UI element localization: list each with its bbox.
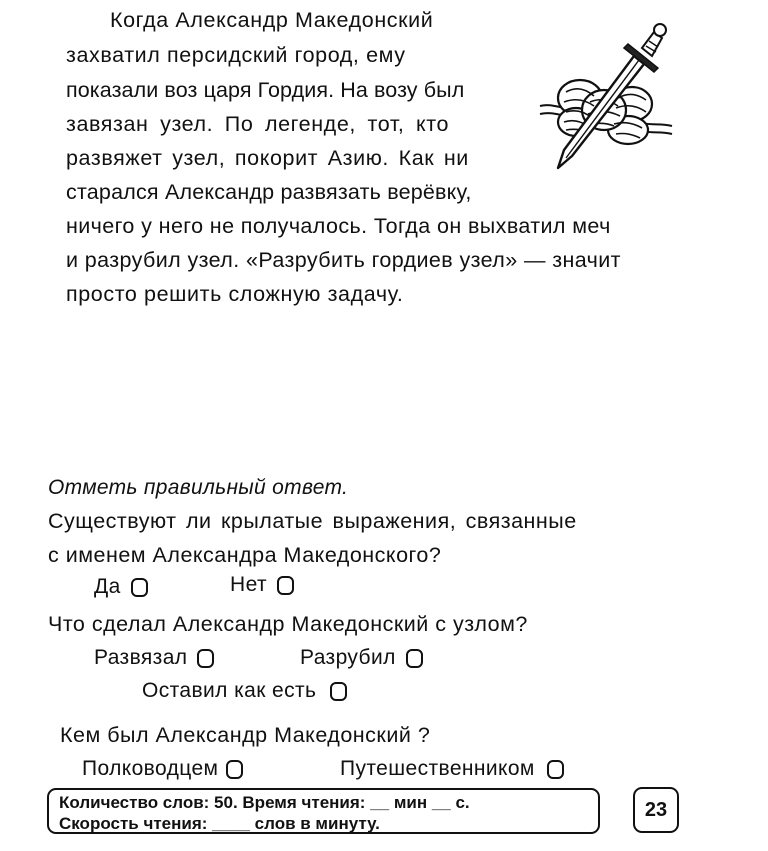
story-line: захватил персидский город, ему [66, 43, 406, 67]
instruction-text: Отметь правильный ответ. [48, 476, 349, 499]
option-untied[interactable] [94, 646, 214, 670]
option-cut[interactable] [300, 646, 423, 670]
option-left-as-is[interactable] [142, 679, 347, 703]
question-2-line-1: Что сделал Александр Македонский с узлом? [48, 612, 528, 636]
reading-speed-line: Скорость чтения: ____ слов в минуту. [59, 814, 380, 833]
option-commander[interactable] [82, 757, 243, 781]
story-line: старался Александр развязать верёвку, [66, 180, 472, 204]
answer-checkbox[interactable] [226, 760, 243, 779]
answer-checkbox[interactable] [197, 649, 214, 668]
option-label: Полководцем [82, 757, 219, 780]
question-1-line-1: Существуют ли крылатые выражения, связанные [48, 509, 577, 533]
option-label: Оставил как есть [142, 679, 317, 702]
answer-checkbox[interactable] [547, 760, 564, 779]
story-line: Когда Александр Македонский [110, 8, 434, 32]
answer-checkbox[interactable] [406, 649, 423, 668]
story-line: показали воз царя Гордия. На возу был [66, 78, 465, 102]
story-line: просто решить сложную задачу. [66, 282, 404, 306]
option-label: Да [94, 575, 121, 598]
question-3-line-1: Кем был Александр Македонский ? [60, 723, 431, 747]
story-line: развяжет узел, покорит Азию. Как ни [66, 146, 469, 170]
page-number: 23 [633, 787, 679, 833]
reading-stats-box [47, 788, 600, 834]
option-traveler[interactable] [340, 757, 564, 781]
question-1-line-2: с именем Александра Македонского? [48, 543, 442, 567]
option-label: Развязал [94, 646, 188, 669]
sword-through-knot-icon [536, 18, 676, 178]
answer-checkbox[interactable] [277, 576, 294, 595]
option-label: Путешественником [340, 757, 535, 780]
story-line: ничего у него не получалось. Тогда он выхватил меч [66, 214, 611, 238]
option-label: Разрубил [300, 646, 396, 669]
option-no[interactable] [230, 573, 294, 597]
story-line: и разрубил узел. «Разрубить гордиев узел» — значит [66, 248, 621, 272]
option-label: Нет [230, 573, 267, 596]
option-yes[interactable] [94, 575, 148, 599]
story-line: завязан узел. По легенде, тот, кто [66, 112, 450, 136]
word-count-line: Количество слов: 50. Время чтения: __ мин __ с. [59, 793, 470, 812]
answer-checkbox[interactable] [131, 578, 148, 597]
answer-checkbox[interactable] [330, 682, 347, 701]
